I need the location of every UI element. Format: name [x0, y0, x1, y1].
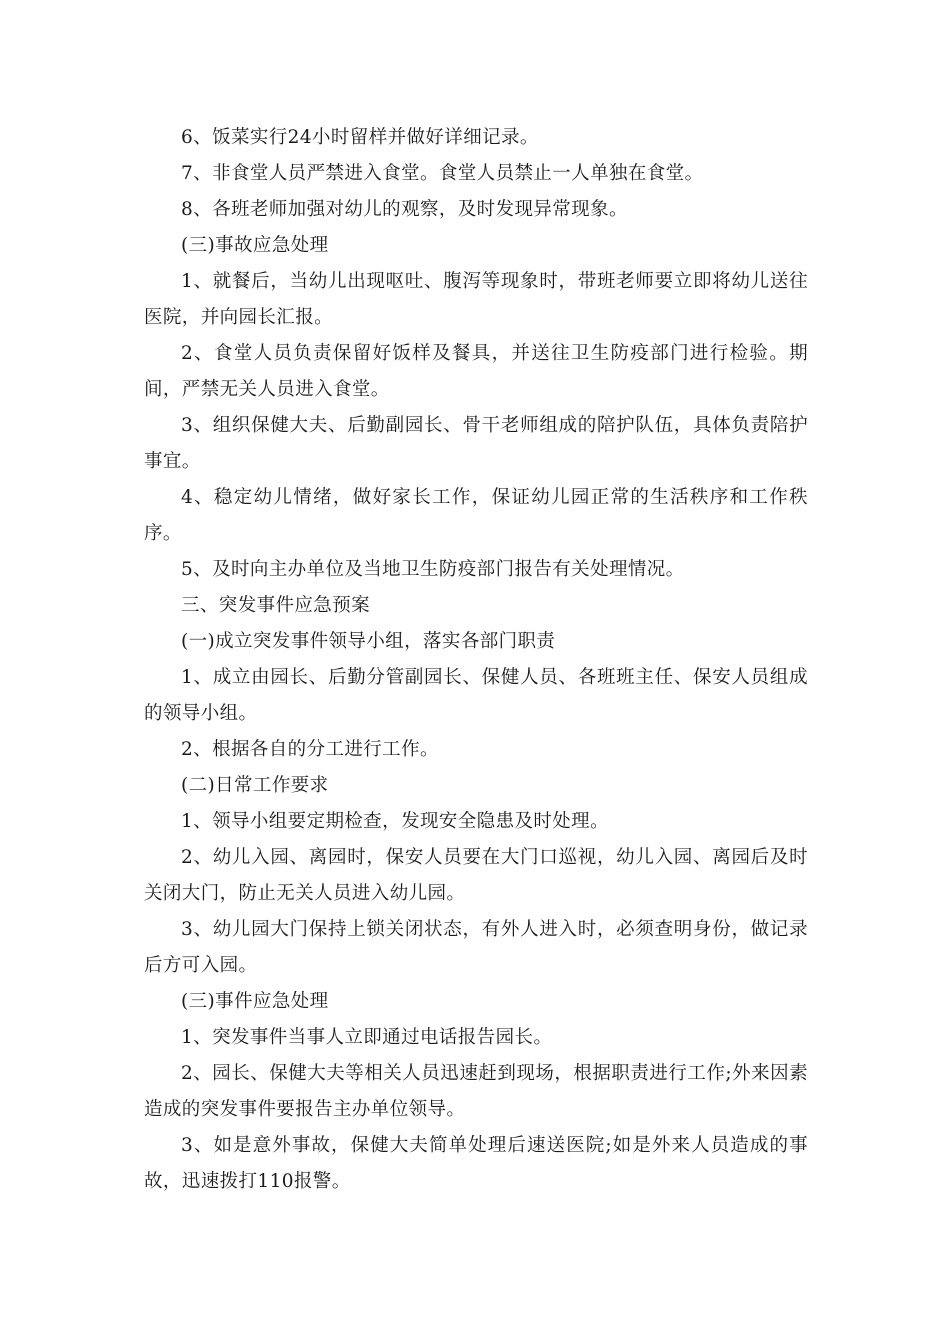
paragraph-item-7-canteen-access: 7、非食堂人员严禁进入食堂。食堂人员禁止一人单独在食堂。	[181, 163, 704, 184]
paragraph-item-3-escort-team: 3、组织保健大夫、后勤副园长、骨干老师组成的陪护队伍，具体负责陪护事宜。	[144, 415, 808, 472]
paragraph-item-8-observation: 8、各班老师加强对幼儿的观察，及时发现异常现象。	[181, 199, 628, 220]
section-heading-daily-requirements: (二)日常工作要求	[181, 775, 329, 796]
paragraph-item-1-group-members: 1、成立由园长、后勤分管副园长、保健人员、各班班主任、保安人员组成的领导小组。	[144, 667, 808, 724]
paragraph-item-4-stabilize: 4、稳定幼儿情绪，做好家长工作，保证幼儿园正常的生活秩序和工作秩序。	[144, 487, 808, 544]
paragraph-item-5-report: 5、及时向主办单位及当地卫生防疫部门报告有关处理情况。	[181, 559, 685, 580]
section-heading-accident-handling: (三)事故应急处理	[181, 235, 329, 256]
paragraph-item-6-food-sample: 6、饭菜实行24小时留样并做好详细记录。	[181, 127, 539, 148]
chapter-heading-emergency-plan: 三、突发事件应急预案	[181, 595, 371, 616]
paragraph-item-2-division-of-work: 2、根据各自的分工进行工作。	[181, 739, 439, 760]
document-body	[144, 120, 808, 1200]
paragraph-item-2-arrive-scene: 2、园长、保健大夫等相关人员迅速赶到现场，根据职责进行工作;外来因素造成的突发事件要报告主办单位领导。	[144, 1063, 808, 1120]
paragraph-item-2-keep-samples: 2、食堂人员负责保留好饭样及餐具，并送往卫生防疫部门进行检验。期间，严禁无关人员进入食堂。	[144, 343, 808, 400]
section-heading-incident-handling: (三)事件应急处理	[181, 991, 329, 1012]
paragraph-item-1-send-hospital: 1、就餐后，当幼儿出现呕吐、腹泻等现象时，带班老师要立即将幼儿送往医院，并向园长汇报。	[144, 271, 808, 328]
paragraph-item-3-accident-police: 3、如是意外事故，保健大夫简单处理后速送医院;如是外来人员造成的事故，迅速拨打110报警。	[144, 1135, 808, 1192]
paragraph-item-2-gate-patrol: 2、幼儿入园、离园时，保安人员要在大门口巡视，幼儿入园、离园后及时关闭大门，防止无关人员进入幼儿园。	[144, 847, 808, 904]
paragraph-item-1-regular-inspection: 1、领导小组要定期检查，发现安全隐患及时处理。	[181, 811, 609, 832]
paragraph-item-3-gate-locked: 3、幼儿园大门保持上锁关闭状态，有外人进入时，必须查明身份，做记录后方可入园。	[144, 919, 808, 976]
section-heading-leadership-group: (一)成立突发事件领导小组，落实各部门职责	[181, 631, 556, 652]
paragraph-item-1-phone-report: 1、突发事件当事人立即通过电话报告园长。	[181, 1027, 553, 1048]
